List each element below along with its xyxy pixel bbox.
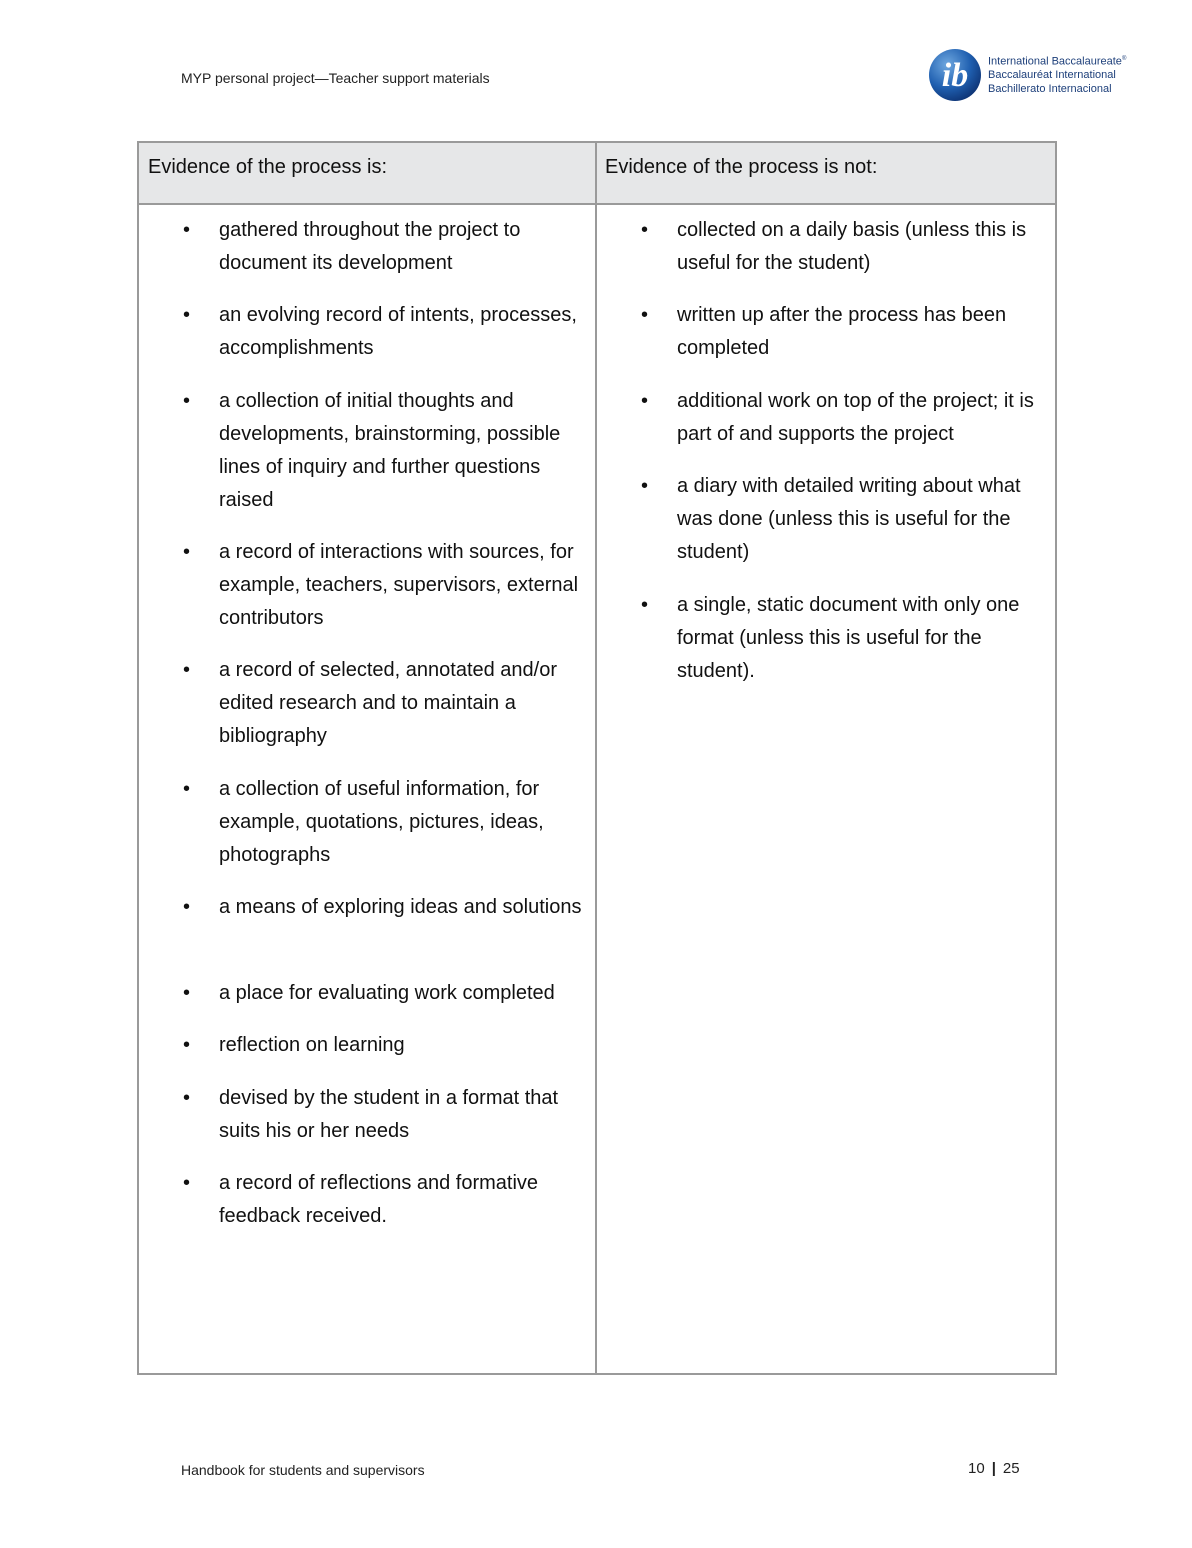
bullet-icon: • — [183, 1034, 191, 1056]
list-item — [139, 1029, 595, 1062]
bullet-icon: • — [183, 304, 191, 326]
list-item — [139, 299, 595, 365]
bullet-icon: • — [183, 219, 191, 241]
page-total: 25 — [1002, 1460, 1020, 1477]
list-item-text: a collection of initial thoughts and developments, brainstorming, possible lines of inquiry and further questions raised — [219, 390, 561, 511]
list-item-text: reflection on learning — [219, 1034, 405, 1056]
bullet-icon: • — [183, 1172, 191, 1194]
document-footer-title: Handbook for students and supervisors — [181, 1462, 425, 1478]
bullet-icon: • — [183, 896, 191, 918]
evidence-is-not-column — [595, 143, 1055, 1373]
list-item — [139, 214, 595, 280]
evidence-is-column — [139, 143, 595, 1373]
list-item — [139, 654, 595, 753]
list-item — [597, 299, 1055, 365]
list-item-text: a single, static document with only one format (unless this is useful for the student). — [677, 594, 1020, 682]
page-separator: | — [991, 1460, 996, 1477]
list-item — [139, 536, 595, 635]
list-item-text: a diary with detailed writing about what was done (unless this is useful for the student) — [677, 475, 1021, 563]
bullet-icon: • — [641, 594, 649, 616]
evidence-table — [137, 141, 1057, 1375]
ib-logo-text — [988, 53, 1126, 96]
list-item-text: gathered throughout the project to document its development — [219, 219, 521, 274]
page-current: 10 — [968, 1460, 985, 1477]
ib-logo — [928, 48, 1128, 104]
bullet-icon: • — [641, 219, 649, 241]
list-item — [139, 385, 595, 517]
list-item — [139, 773, 595, 872]
evidence-is-heading: Evidence of the process is: — [139, 143, 595, 205]
list-item — [597, 589, 1055, 688]
ib-logo-icon — [928, 48, 982, 102]
list-item — [139, 1082, 595, 1148]
page-number — [968, 1460, 1020, 1477]
list-item-text: devised by the student in a format that suits his or her needs — [219, 1087, 559, 1142]
bullet-icon: • — [641, 390, 649, 412]
list-item — [139, 977, 595, 1010]
list-item — [597, 470, 1055, 569]
bullet-icon: • — [183, 390, 191, 412]
list-item-text: additional work on top of the project; it is part of and supports the project — [677, 390, 1034, 445]
ib-logo-line-fr: Baccalauréat International — [988, 69, 1116, 82]
list-item-text: a collection of useful information, for example, quotations, pictures, ideas, photographs — [219, 778, 544, 866]
list-item-text: a record of selected, annotated and/or edited research and to maintain a bibliography — [219, 659, 558, 747]
list-item — [597, 214, 1055, 280]
list-item-text: collected on a daily basis (unless this is useful for the student) — [677, 219, 1027, 274]
list-item-text: a means of exploring ideas and solutions — [219, 896, 582, 918]
bullet-icon: • — [183, 659, 191, 681]
ib-logo-mark-text: ib — [941, 57, 969, 94]
bullet-icon: • — [183, 982, 191, 1004]
list-item — [139, 891, 595, 924]
document-header-title: MYP personal project—Teacher support materials — [181, 70, 490, 86]
list-item-text: a record of reflections and formative feedback received. — [219, 1172, 539, 1227]
bullet-icon: • — [641, 475, 649, 497]
list-item — [597, 385, 1055, 451]
bullet-icon: • — [183, 541, 191, 563]
bullet-icon: • — [183, 1087, 191, 1109]
list-item-text: a place for evaluating work completed — [219, 982, 555, 1004]
list-item-text: an evolving record of intents, processes, accomplishments — [219, 304, 577, 359]
ib-logo-line-en: International Baccalaureate® — [988, 55, 1127, 68]
list-item — [139, 1167, 595, 1233]
bullet-icon: • — [641, 304, 649, 326]
bullet-icon: • — [183, 778, 191, 800]
list-item-text: written up after the process has been completed — [677, 304, 1007, 359]
ib-logo-line-es: Bachillerato Internacional — [988, 82, 1112, 95]
list-item-text: a record of interactions with sources, for example, teachers, supervisors, external contributors — [219, 541, 579, 629]
evidence-is-not-heading: Evidence of the process is not: — [597, 143, 1055, 205]
